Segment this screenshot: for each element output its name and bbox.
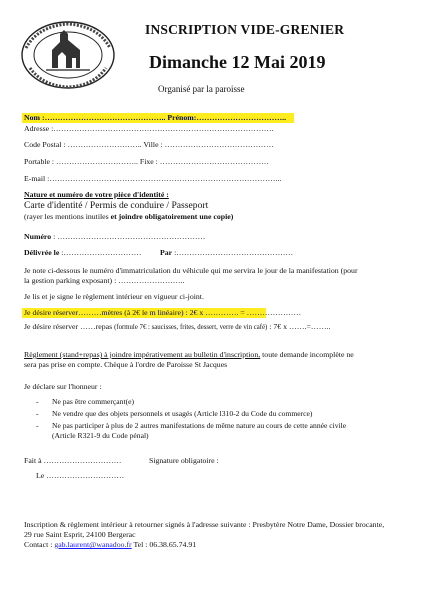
parish-logo	[18, 18, 118, 92]
declaration-heading: Je déclare sur l'honneur :	[24, 382, 102, 391]
contact-label: Contact :	[24, 540, 55, 549]
reserve-repas-suffix: : 7€ x …….=……..	[267, 322, 331, 331]
id-heading: Nature et numéro de votre pièce d'identité :	[24, 190, 169, 199]
reserve-repas-line[interactable]	[24, 322, 330, 331]
organizer-line: Organisé par la paroisse	[158, 84, 245, 94]
vehicle-line-2[interactable]: la gestion parking exposant) : ……………………..	[24, 276, 185, 285]
bullet-dash: -	[36, 397, 39, 406]
reserve-repas-prefix: Je désire réserver ……repas	[24, 322, 115, 331]
reserve-metres-total: …………………	[244, 308, 302, 317]
bullet-dash: -	[36, 409, 39, 418]
footer-line-1: Inscription & règlement intérieur à retourner signés à l'adresse suivante : Presbytère Notre Dame, Dossier brocante,	[24, 520, 385, 529]
bullet-3: Ne pas participer à plus de 2 autres manifestations de même nature au cours de cette année civile	[52, 421, 347, 430]
bullet-3-continuation: (Article R321-9 du Code pénal)	[52, 431, 149, 440]
reserve-metres-line[interactable]	[24, 308, 301, 317]
numero-label: Numéro	[24, 232, 52, 241]
le-field[interactable]: Le …………………………	[36, 471, 125, 480]
contact-phone: Tel : 06.38.65.74.91	[131, 540, 197, 549]
vehicle-line-1: Je note ci-dessous le numéro d'immatriculation du véhicule qui me servira le jour de la manifestation (pour	[24, 266, 358, 275]
email-field[interactable]: E-mail :……………………………………………………………………………...	[24, 174, 282, 183]
par-field[interactable]	[160, 248, 293, 257]
par-label: Par	[160, 248, 173, 257]
church-seal-icon	[18, 18, 118, 92]
fait-a-field[interactable]: Fait à …………………………	[24, 456, 122, 465]
bullet-dash: -	[36, 421, 39, 430]
payment-rest: toute demande incomplète ne	[260, 350, 354, 359]
id-types: Carte d'identité / Permis de conduire / Passeport	[24, 200, 209, 211]
bullet-1: Ne pas être commerçant(e)	[52, 397, 135, 406]
payment-underlined: Règlement (stand+repas) à joindre impérativement au bulletin d'inscription,	[24, 350, 261, 359]
adresse-field[interactable]: Adresse :………………………………………………………………………….	[24, 124, 274, 133]
reserve-metres: Je désire réserver………mètres (à 2€ le m linéaire) : 2€ x …………. =	[24, 308, 245, 317]
par-dots: :………………………………………	[172, 248, 294, 257]
event-date: Dimanche 12 Mai 2019	[149, 52, 326, 72]
reglement-line: Je lis et je signe le règlement intérieur en vigueur ci-joint.	[24, 292, 204, 301]
footer-contact	[24, 540, 196, 549]
id-note	[24, 212, 233, 221]
footer-line-2: 29 rue Saint Esprit, 24100 Bergerac	[24, 530, 136, 539]
reserve-repas-detail: (formule 7€ : saucisses, frites, dessert, verre de vin café)	[114, 324, 268, 331]
id-note-bold: et joindre obligatoirement une copie)	[110, 212, 234, 221]
payment-line-1	[24, 350, 354, 359]
delivree-label: Délivrée le	[24, 248, 60, 257]
payment-line-2: sera pas prise en compte. Chèque à l'ordre de Paroisse St Jacques	[24, 360, 228, 369]
id-note-normal: (rayer les mentions inutiles	[24, 212, 111, 221]
nom-field[interactable]: Nom :……………………………………….. Prénom:……………………………..	[24, 113, 287, 122]
signature-label: Signature obligatoire :	[149, 456, 219, 465]
numero-dots: : …………………………………………………	[51, 232, 206, 241]
email-link[interactable]: gab.laurent@wanadoo.fr	[54, 540, 132, 549]
page-title: INSCRIPTION VIDE-GRENIER	[145, 22, 345, 37]
bullet-2: Ne vendre que des objets personnels et usagés (Article l310-2 du Code du commerce)	[52, 409, 313, 418]
code-postal-field[interactable]: Code Postal : ……………………….. Ville : ……………………………………	[24, 140, 274, 149]
delivree-field[interactable]	[24, 248, 141, 257]
portable-field[interactable]: Portable : ………………………….. Fixe : ……………………………………	[24, 157, 269, 166]
numero-field[interactable]	[24, 232, 205, 241]
delivree-dots: :…………………………	[59, 248, 142, 257]
